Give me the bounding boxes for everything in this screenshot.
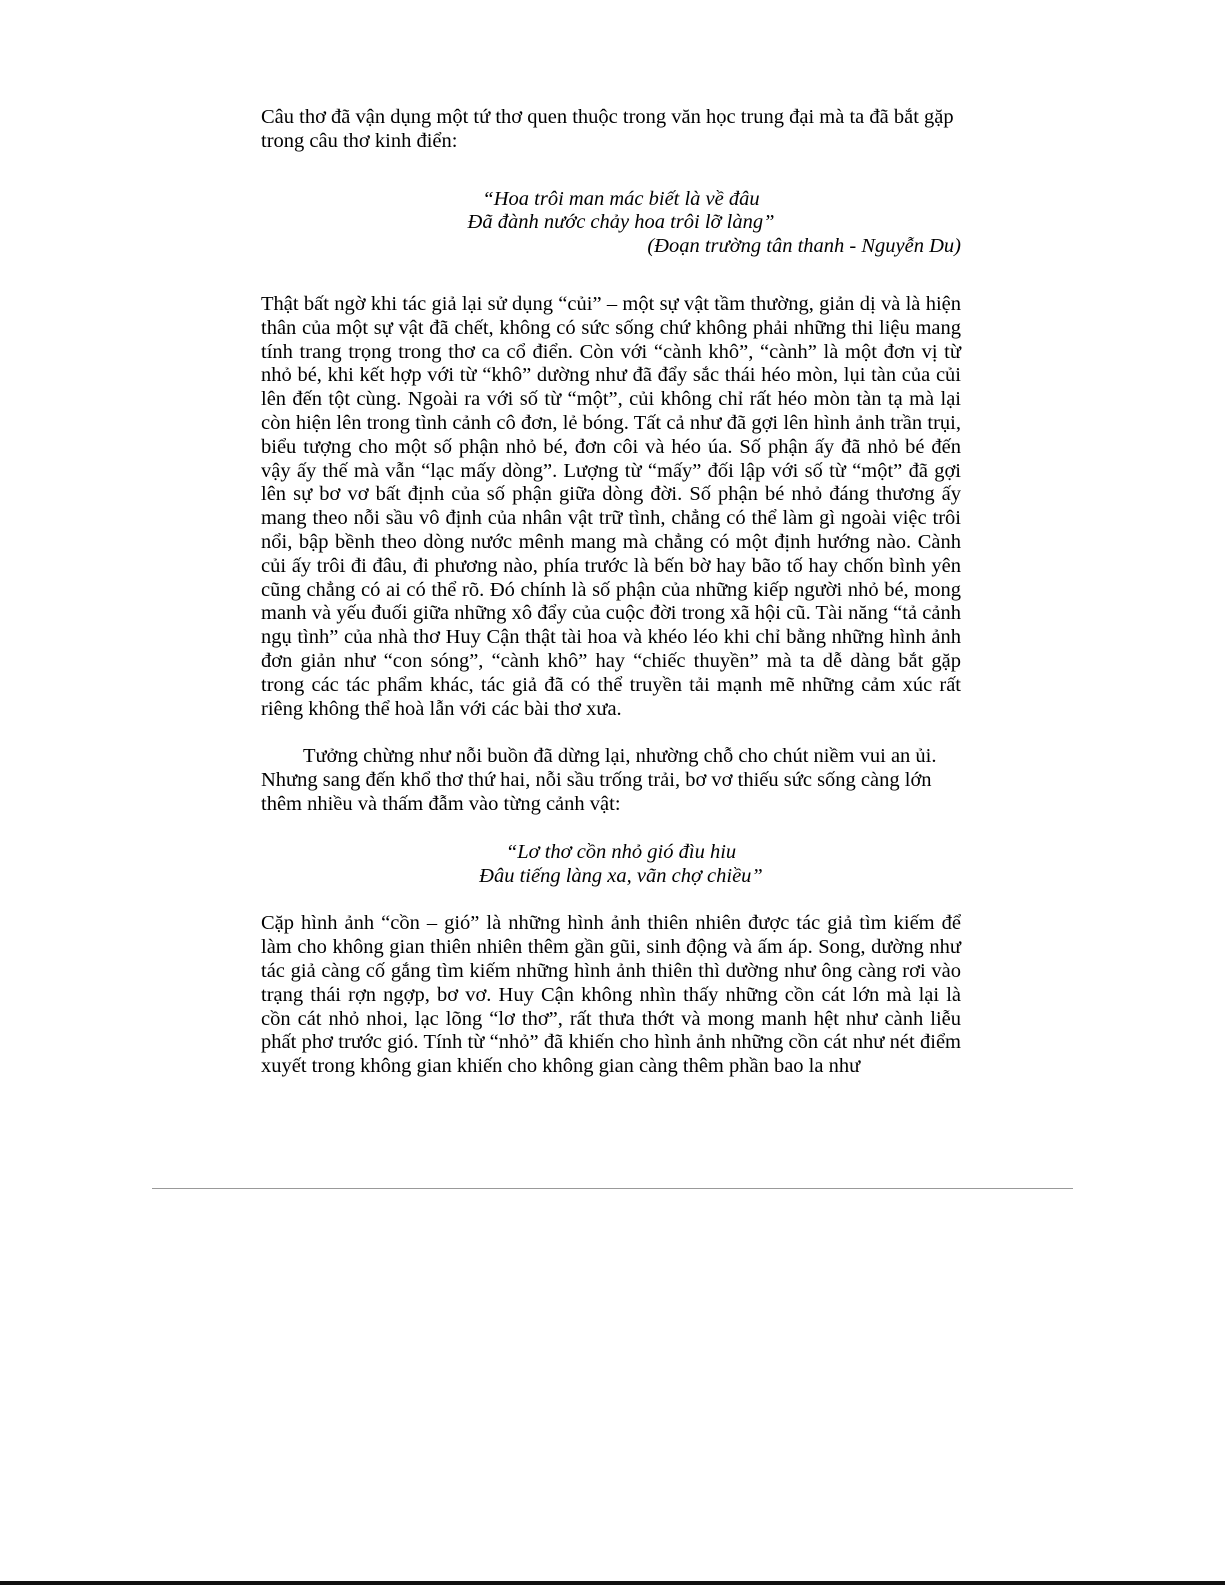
body-paragraph: Cặp hình ảnh “cồn – gió” là những hình ảnh thiên nhiên được tác giả tìm kiếm để làm cho không gian thiên nhiên thêm gần gũi, sinh động và ấm áp. Song, dường như tác giả càng cố gắng tìm kiếm những hình ảnh thiên thì dường như ông càng rơi vào trạng thái rợn ngợp, bơ vơ. Huy Cận không nhìn thấy những cồn cát lớn mà lại là cồn cát nhỏ nhoi, lạc lõng “lơ thơ”, rất thưa thớt và mong manh hệt như cành liễu phất phơ trước gió. Tính từ “nhỏ” đã khiến cho hình ảnh những cồn cát như nét điểm xuyết trong không gian khiến cho không gian càng thêm phần bao la như [261, 912, 961, 1078]
spacer [261, 259, 961, 293]
page-content [261, 106, 961, 1079]
spacer [261, 721, 961, 745]
poem-line: Đâu tiếng làng xa, vãn chợ chiều” [479, 864, 763, 887]
poem-quote-2 [261, 841, 961, 889]
page-bottom-edge [0, 1581, 1225, 1585]
poem-line: “Hoa trôi man mác biết là về đâu [482, 187, 760, 210]
intro-paragraph: Câu thơ đã vận dụng một tứ thơ quen thuộc trong văn học trung đại mà ta đã bắt gặp trong câu thơ kinh điển: [261, 106, 954, 152]
footer-divider [152, 1188, 1073, 1189]
poem-quote-1 [261, 188, 961, 259]
poem-attribution: (Đoạn trường tân thanh - Nguyễn Du) [647, 235, 961, 258]
poem-line: “Lơ thơ cồn nhỏ gió đìu hiu [505, 840, 737, 863]
spacer [261, 154, 961, 188]
spacer [261, 817, 961, 841]
poem-line: Đã đành nước chảy hoa trôi lỡ làng” [467, 211, 775, 234]
body-paragraph: Thật bất ngờ khi tác giả lại sử dụng “củi” – một sự vật tầm thường, giản dị và là hiện thân của một sự vật đã chết, không có sức sống chứ không phải những thi liệu mang tính trang trọng trong thơ ca cổ điển. Còn với “cành khô”, “cành” là một đơn vị từ nhỏ bé, khi kết hợp với từ “khô” dường như đã đẩy sắc thái héo mòn, lụi tàn của củi lên đến tột cùng. Ngoài ra với số từ “một”, củi không chỉ rất héo mòn tàn tạ mà lại còn hiện lên trong tình cảnh cô đơn, lẻ bóng. Tất cả như đã gợi lên hình ảnh trần trụi, biểu tượng cho một số phận nhỏ bé, đơn côi và héo úa. Số phận ấy đã nhỏ bé đến vậy ấy thế mà vẫn “lạc mấy dòng”. Lượng từ “mấy” đối lập với số từ “một” đã gợi lên sự bơ vơ bất định của số phận giữa dòng đời. Số phận bé nhỏ đáng thương ấy mang theo nỗi sầu vô định của nhân vật trữ tình, chẳng có thể làm gì ngoài việc trôi nổi, bập bềnh theo dòng nước mênh mang mà chẳng có một định hướng nào. Cành củi ấy trôi đi đâu, đi phương nào, phía trước là bến bờ hay bão tố hay chốn bình yên cũng chẳng có ai có thể rõ. Đó chính là số phận của những kiếp người nhỏ bé, mong manh và yếu đuối giữa những xô đẩy của cuộc đời trong xã hội cũ. Tài năng “tả cảnh ngụ tình” của nhà thơ Huy Cận thật tài hoa và khéo léo khi chỉ bằng những hình ảnh đơn giản như “con sóng”, “cành khô” hay “chiếc thuyền” mà ta dễ dàng bắt gặp trong các tác phẩm khác, tác giả đã có thể truyền tải mạnh mẽ những cảm xúc rất riêng không thể hoà lẫn với các bài thơ xưa. [261, 292, 961, 720]
body-paragraph: Tưởng chừng như nỗi buồn đã dừng lại, nhường chỗ cho chút niềm vui an ủi. Nhưng sang đến khổ thơ thứ hai, nỗi sầu trống trải, bơ vơ thiếu sức sống càng lớn thêm nhiều và thấm đẫm vào từng cảnh vật: [261, 745, 937, 815]
spacer [261, 888, 961, 912]
